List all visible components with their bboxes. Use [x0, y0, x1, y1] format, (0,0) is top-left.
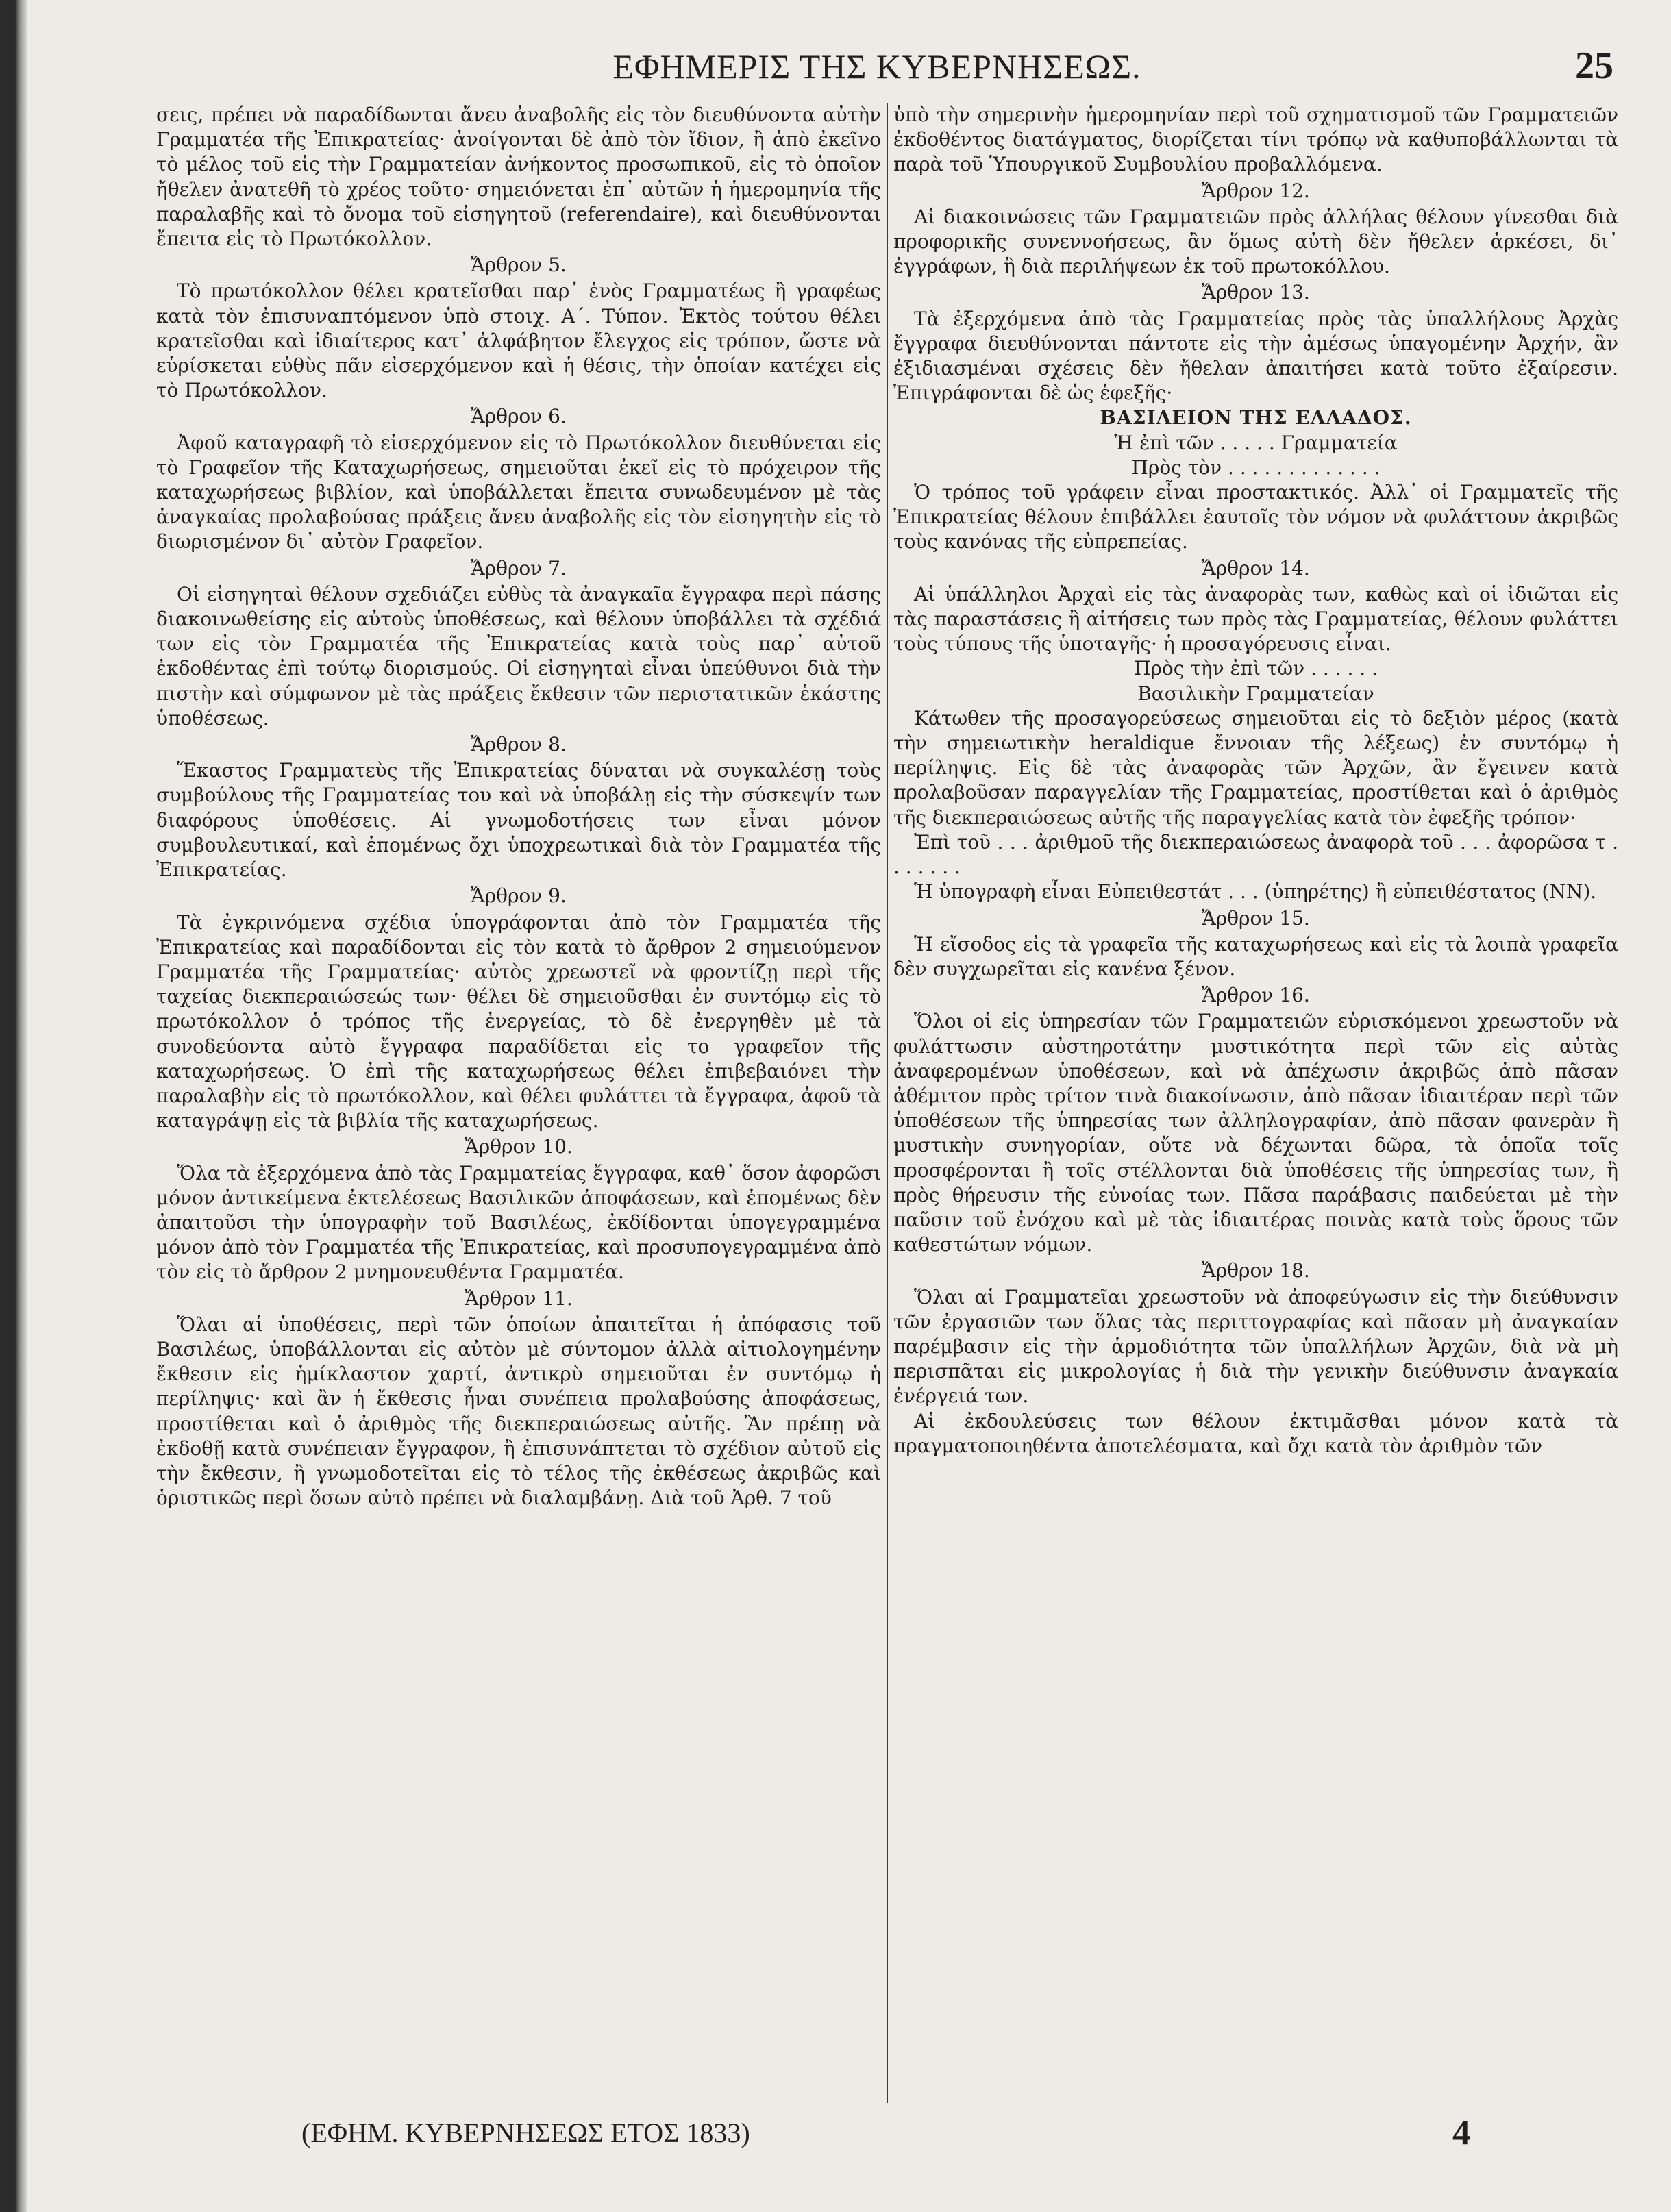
paragraph: Τὰ ἐξερχόμενα ἀπὸ τὰς Γραμματείας πρὸς τὰς ὑπαλλήλους Ἀρχὰς ἔγγραφα διευθύνονται πάντοτε εἰς τὴν ἀμέσως ὑπαγομένην Ἀρχήν, ἂν ἐξιδιασμέναι σχέσεις δὲν ἤθελαν ἀπαιτήσει κατὰ τοῦτο ἐξαίρεσιν. Ἐπιγράφονται δὲ ὡς ἐφεξῆς·: [893, 307, 1618, 405]
article-heading: Ἄρθρον 18.: [1202, 1259, 1310, 1282]
footer-citation: (ΕΦΗΜ. ΚΥΒΕΡΝΗΣΕΩΣ ΕΤΟΣ 1833): [301, 2117, 750, 2148]
gazette-title: ΕΦΗΜΕΡΙΣ ΤΗΣ ΚΥΒΕΡΝΗΣΕΩΣ.: [612, 47, 1141, 86]
paragraph: Ἕκαστος Γραμματεὺς τῆς Ἐπικρατείας δύναται νὰ συγκαλέσῃ τοὺς συμβούλους τῆς Γραμματείας του καὶ νὰ ὑποβάλῃ εἰς τὴν σύσκεψίν των διαφόρους ὑποθέσεις. Αἱ γνωμοδοτήσεις των εἶναι μόνον συμβουλευτικαί, καὶ ἐπομένως ὄχι ὑποχρεωτικαὶ διὰ τὸν Γραμματέα τῆς Ἐπικρατείας.: [156, 759, 881, 882]
page-number: 25: [1575, 45, 1613, 87]
paragraph: σεις, πρέπει νὰ παραδίδωνται ἄνευ ἀναβολῆς εἰς τὸν διευθύνοντα αὐτὴν Γραμματέα τῆς Ἐπικρατείας· ἀνοίγονται δὲ ἀπὸ τὸν ἴδιον, ἢ ἀπὸ ἐκεῖνο τὸ μέλος τοῦ εἰς τὴν Γραμματείαν ἀνήκοντος προσωπικοῦ, εἰς τὸ ὁποῖον ἤθελεν ἀνατεθῆ τὸ χρέος τοῦτο· σημειόνεται ἐπ᾿ αὐτῶν ἡ ἡμερομηνία τῆς παραλαβῆς καὶ τὸ ὄνομα τοῦ εἰσηγητοῦ (referendaire), καὶ διευθύνονται ἔπειτα εἰς τὸ Πρωτόκολλον.: [156, 103, 881, 251]
sheet-number: 4: [1452, 2113, 1470, 2152]
form-kingdom-heading: ΒΑΣΙΛΕΙΟΝ ΤΗΣ ΕΛΛΑΔΟΣ.: [1100, 406, 1412, 430]
article-heading: Ἄρθρον 7.: [471, 556, 567, 580]
page-header: [134, 47, 1620, 101]
paragraph: Αἱ ὑπάλληλοι Ἀρχαὶ εἰς τὰς ἀναφορὰς των, καθὼς καὶ οἱ ἰδιῶται εἰς τὰς παραστάσεις ἢ αἰτήσεις των πρὸς τὰς Γραμματείας, θέλουν φυλάττει τοὺς τύπους τῆς ὑποταγῆς· ἡ προσαγόρευσις εἶναι.: [893, 582, 1618, 656]
paragraph: Ὁ τρόπος τοῦ γράφειν εἶναι προστακτικός. Ἀλλ᾿ οἱ Γραμματεῖς τῆς Ἐπικρατείας θέλουν ἐπιβάλλει ἑαυτοῖς τὸν νόμον νὰ φυλάττουν ἀκριβῶς τοὺς κανόνας τῆς εὐπρεπείας.: [893, 481, 1618, 554]
book-binding-edge: [0, 0, 27, 2212]
paragraph: Ὅλαι αἱ Γραμματεῖαι χρεωστοῦν νὰ ἀποφεύγωσιν εἰς τὴν διεύθυνσιν τῶν ἐργασιῶν των ὅλας τὰς περιττογραφίας καὶ πᾶσαν μὴ ἀναγκαίαν παρέμβασιν εἰς τὴν ἁρμοδιότητα τῶν ὑπαλλήλων Ἀρχῶν, διὰ νὰ μὴ περισπᾶται εἰς μικρολογίας ἡ διὰ τὴν γενικὴν διεύθυνσιν ἀναγκαία ἐνέργειά των.: [893, 1285, 1618, 1408]
article-heading: Ἄρθρον 8.: [471, 733, 567, 756]
paragraph: Οἱ εἰσηγηταὶ θέλουν σχεδιάζει εὐθὺς τὰ ἀναγκαῖα ἔγγραφα περὶ πάσης διακοινωθείσης εἰς αὐτοὺς ὑποθέσεως, καὶ θέλουν ὑποβάλλει τὰ σχέδιά των εἰς τὸν Γραμματέα τῆς Ἐπικρατείας κατὰ τοὺς παρ᾿ αὐτοῦ ἐκδοθέντας ἐπὶ τούτῳ διορισμούς. Οἱ εἰσηγηταὶ εἶναι ὑπεύθυνοι διὰ τὴν πιστὴν καὶ σύμφωνον μὲ τὰς πράξεις ἔκθεσιν τῶν περιστατικῶν ἑκάστης ὑποθέσεως.: [156, 582, 881, 730]
paragraph: Ὅλοι οἱ εἰς ὑπηρεσίαν τῶν Γραμματειῶν εὑρισκόμενοι χρεωστοῦν νὰ φυλάττωσιν αὐστηροτάτην μυστικότητα περὶ τῶν εἰς αὐτὰς ἀναφερομένων ὑποθέσεων, καὶ νὰ ἀπέχωσιν ἀκριβῶς ἀπὸ πᾶσαν ἀθέμιτον πρὸς τρίτον τινὰ διακοίνωσιν, ἀπὸ πᾶσαν ἰδιαιτέραν περὶ τῶν ὑποθέσεων τῆς ὑπηρεσίας των ἀλληλογραφίαν, ἀπὸ πᾶσαν φανερὰν ἢ μυστικὴν συνηγορίαν, οὔτε νὰ δέχωνται δῶρα, τὰ ὁποῖα τοῖς προσφέρονται ἢ τοῖς στέλλονται διὰ ὑποθέσεις τῆς ὑπηρεσίας των, ἢ πρὸς θήρευσιν τῆς εὐνοίας των. Πᾶσα παράβασις παιδεύεται μὲ τὴν παῦσιν τοῦ ἐνόχου καὶ μὲ τὰς ἰδιαιτέρας ποινὰς κατὰ τοὺς ὅρους τῶν καθεστώτων νόμων.: [893, 1010, 1618, 1256]
paragraph: Αἱ διακοινώσεις τῶν Γραμματειῶν πρὸς ἀλλήλας θέλουν γίνεσθαι διὰ προφορικῆς συνεννοήσεως, ἂν ὅμως αὐτὴ δὲν ἤθελεν ἀρκέσει, δι᾿ ἐγγράφων, ἢ διὰ περιλήψεων ἐκ τοῦ πρωτοκόλλου.: [893, 205, 1618, 278]
form-line: Ἡ ἐπὶ τῶν . . . . . Γραμματεία: [1114, 431, 1398, 454]
form-line: Βασιλικὴν Γραμματείαν: [1137, 682, 1374, 705]
article-heading: Ἄρθρον 6.: [471, 405, 567, 428]
paragraph: Τὰ ἐγκρινόμενα σχέδια ὑπογράφονται ἀπὸ τὸν Γραμματέα τῆς Ἐπικρατείας καὶ παραδίδονται εἰς τὸν κατὰ τὸ ἄρθρον 2 σημειούμενον Γραμματέα τῆς Γραμματείας· αὐτὸς χρεωστεῖ νὰ φροντίζῃ περὶ τῆς ταχείας διεκπεραιώσεώς των· θέλει δὲ σημειοῦσθαι ἐν συντόμῳ εἰς τὸ πρωτόκολλον ὁ τρόπος τῆς ἐνεργείας, τὸ δὲ ἐνεργηθὲν μὲ τὰ συνοδεύοντα αὐτὸ ἔγγραφα παραδίδεται εἰς το γραφεῖον τῆς καταχωρήσεως. Ὁ ἐπὶ τῆς καταχωρήσεως θέλει ἐπιβεβαιόνει τὴν παραλαβὴν εἰς τὸ πρωτόκολλον, καὶ θέλει φυλάττει τὰ ἔγγραφα, ἀφοῦ τὰ καταγράψῃ εἰς τὰ βιβλία τῆς καταχωρήσεως.: [156, 910, 881, 1132]
article-heading: Ἄρθρον 11.: [465, 1287, 573, 1310]
page-footer: [178, 2113, 1617, 2172]
paragraph: Ἐπὶ τοῦ . . . ἀριθμοῦ τῆς διεκπεραιώσεως ἀναφορὰ τοῦ . . . ἀφορῶσα τ . . . . . . .: [893, 830, 1618, 879]
form-line: Πρὸς τὸν . . . . . . . . . . . . .: [1131, 456, 1381, 479]
paragraph: Κάτωθεν τῆς προσαγορεύσεως σημειοῦται εἰς τὸ δεξιὸν μέρος (κατὰ τὴν σημειωτικὴν heraldique ἔννοιαν τῆς λέξεως) ἐν συντόμῳ ἡ περίληψις. Εἰς δὲ τὰς ἀναφορὰς τῶν Ἀρχῶν, ἂν ἔγεινεν κατὰ προλαβοῦσαν παραγγελίαν τῆς Γραμματείας, προστίθεται καὶ ὁ ἀριθμὸς τῆς διεκπεραιώσεως αὐτῆς τῆς παραγγελίας κατὰ τὸν ἐφεξῆς τρόπον·: [893, 706, 1618, 829]
left-column: [156, 103, 881, 1511]
paragraph: Τὸ πρωτόκολλον θέλει κρατεῖσθαι παρ᾿ ἑνὸς Γραμματέως ἢ γραφέως κατὰ τὸν ἐπισυναπτόμενον ὑπὸ στοιχ. Α΄. Τύπον. Ἐκτὸς τούτου θέλει κρατεῖσθαι καὶ ἰδιαίτερος κατ᾿ ἀλφάβητον ἔλεγχος εἰς τρόπον, ὥστε νὰ εὑρίσκεται εὐθὺς πᾶν εἰσερχόμενον καὶ ἡ θέσις, τὴν ὁποίαν κατέχει εἰς τὸ Πρωτόκολλον.: [156, 279, 881, 402]
paragraph: Ἡ ὑπογραφὴ εἶναι Εὐπειθεστάτ . . . (ὑπηρέτης) ἢ εὐπειθέστατος (ΝΝ).: [914, 880, 1597, 904]
article-heading: Ἄρθρον 16.: [1202, 984, 1310, 1007]
column-divider: [887, 103, 888, 2103]
paragraph: Ἡ εἴσοδος εἰς τὰ γραφεῖα τῆς καταχωρήσεως καὶ εἰς τὰ λοιπὰ γραφεῖα δὲν συγχωρεῖται εἰς κανένα ξένον.: [893, 932, 1618, 980]
article-heading: Ἄρθρον 12.: [1202, 179, 1310, 202]
right-column: [893, 103, 1618, 1458]
article-heading: Ἄρθρον 13.: [1202, 281, 1310, 304]
article-heading: Ἄρθρον 14.: [1202, 556, 1310, 580]
article-heading: Ἄρθρον 10.: [465, 1135, 573, 1158]
paragraph: Ἀφοῦ καταγραφῆ τὸ εἰσερχόμενον εἰς τὸ Πρωτόκολλον διευθύνεται εἰς τὸ Γραφεῖον τῆς Καταχωρήσεως, σημειοῦται ἐκεῖ εἰς τὸ πρόχειρον τῆς καταχωρήσεως βιβλίον, καὶ ὑποβάλλεται ἔπειτα συνωδευμένον μὲ τὰς ἀναγκαίας προλαβούσας πράξεις ἄνευ ἀναβολῆς εἰς τὸν εἰσηγητὴν εἰς τὸ διωρισμένον δι᾿ αὐτὸν Γραφεῖον.: [156, 431, 881, 554]
paragraph: Αἱ ἐκδουλεύσεις των θέλουν ἐκτιμᾶσθαι μόνον κατὰ τὰ πραγματοποιηθέντα ἀποτελέσματα, καὶ ὄχι κατὰ τὸν ἀριθμὸν τῶν: [893, 1409, 1618, 1457]
paragraph: Ὅλαι αἱ ὑποθέσεις, περὶ τῶν ὁποίων ἀπαιτεῖται ἡ ἀπόφασις τοῦ Βασιλέως, ὑποβάλλονται εἰς αὐτὸν μὲ σύντομον ἀλλὰ αἰτιολογημένην ἔκθεσιν εἰς ἡμίκλαστον χαρτί, ἀντικρὺ σημειοῦται ἐν συντόμῳ ἡ περίληψις· καὶ ἂν ἡ ἔκθεσις ἦναι συνέπεια προλαβούσης ἀποφάσεως, προστίθεται καὶ ὁ ἀριθμὸς τῆς διεκπεραιώσεως αὐτῆς. Ἂν πρέπῃ νὰ ἐκδοθῇ κατὰ συνέπειαν ἔγγραφον, ἢ ἐπισυνάπτεται τὸ σχέδιον αὐτοῦ εἰς τὴν ἔκθεσιν, ἢ γνωμοδοτεῖται εἰς τὸ τέλος τῆς ἐκθέσεως ἀκριβῶς καὶ ὁριστικῶς περὶ ὅσων αὐτὸ πρέπει νὰ διαλαμβάνῃ. Διὰ τοῦ Ἀρθ. 7 τοῦ: [156, 1313, 881, 1510]
paragraph: ὑπὸ τὴν σημερινὴν ἡμερομηνίαν περὶ τοῦ σχηματισμοῦ τῶν Γραμματειῶν ἐκδοθέντος διατάγματος, διορίζεται τίνι τρόπῳ νὰ καθυποβάλλωνται τὰ παρὰ τοῦ Ὑπουργικοῦ Συμβουλίου προβαλλόμενα.: [893, 103, 1618, 176]
article-heading: Ἄρθρον 15.: [1202, 906, 1310, 930]
paragraph: Ὅλα τὰ ἐξερχόμενα ἀπὸ τὰς Γραμματείας ἔγγραφα, καθ᾿ ὅσον ἀφορῶσι μόνον ἀντικείμενα ἐκτελέσεως Βασιλικῶν ἀποφάσεων, καὶ ἐπομένως δὲν ἀπαιτοῦσι τὴν ὑπογραφὴν τοῦ Βασιλέως, ἐκδίδονται ὑπογεγραμμένα μόνον ἀπὸ τὸν Γραμματέα τῆς Ἐπικρατείας, καὶ προσυπογεγραμμένα ἀπὸ τὸν εἰς τὸ ἄρθρον 2 μνημονευθέντα Γραμματέα.: [156, 1161, 881, 1284]
form-line: Πρὸς τὴν ἐπὶ τῶν . . . . . .: [1134, 657, 1378, 680]
article-heading: Ἄρθρον 9.: [471, 884, 567, 908]
article-heading: Ἄρθρον 5.: [471, 253, 567, 277]
